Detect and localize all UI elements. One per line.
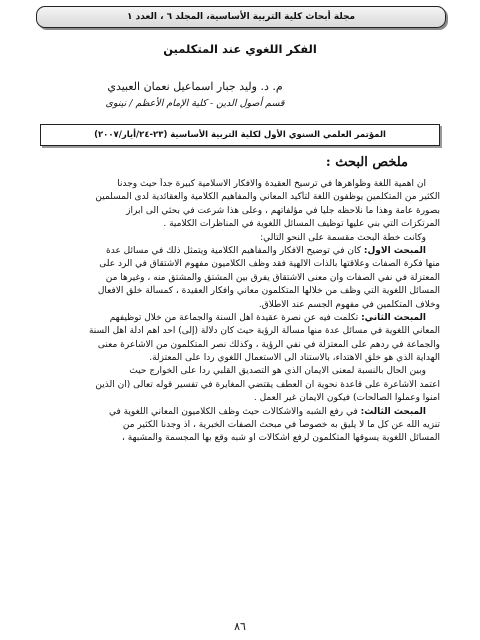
abstract-line [40,191,440,204]
abstract-line [40,406,440,419]
line-text: وكانت خطة البحث مقسمة على النحو التالي: [260,232,426,243]
abstract-heading: ملخص البحث : [325,155,408,170]
abstract-line [40,299,440,312]
paper-title: الفكر اللغوي عند المتكلمين [163,42,317,56]
journal-header: مجلة أبحاث كلية التربية الأساسية، المجلد ٦ ، العدد ١ [36,6,446,28]
page-number: ٨٦ [234,620,246,633]
abstract-line [40,339,440,352]
abstract-line [40,352,440,365]
section-lead: المبحث الثالث: [360,406,426,417]
line-text: الهداية الذي هو خلق الاهتداء، بالاستناد الى الاستعمال اللغوي ردا على المعتزلة. [149,353,440,364]
abstract-body [40,178,440,446]
abstract-line [40,245,440,258]
abstract-line [40,379,440,392]
line-text: تكلمت فيه عن نصرة عقيدة اهل السنة والجماعة من خلال توظيفهم [109,312,362,323]
line-text: ان اهمية اللغة وظواهرها في ترسيخ العقيدة والافكار الاسلامية كبيرة جداً حيث وجدنا [117,179,426,189]
line-text: اعتمد الاشاعرة على قاعدة نحوية ان العطف يقتضي المغايرة في تفسير قوله تعالى (ان الذين [95,379,440,390]
line-text: في رفع الشبه والاشكالات حيث وظف الكلاميون المعاني اللغوية في [108,406,361,417]
line-text: كان في توضيح الافكار والمفاهيم الكلامية ويتمثل ذلك في مسائل عدة [106,245,364,256]
line-text: المسائل اللغوية التي وظف من خلالها المتكلمون معاني وافكار العقيدة ، كمسألة خلق الافعال [97,286,440,297]
abstract-line [40,365,440,378]
line-text: الكثير من المتكلمين يوظفون اللغة لتأكيد المعاني والمفاهيم الكلامية والعقائدية لدى المسلمين [95,192,440,203]
abstract-line [40,272,440,285]
abstract-line [40,232,440,245]
line-text: المرتكزات التي بني عليها توظيف المسائل اللغوية في المناظرات الكلامية . [163,219,440,230]
line-text: تنزيه الله عن كل ما لا يليق به خصوصاً في مبحث الصفات الخبرية ، اذ وجدنا الكثير من [122,420,440,431]
abstract-line [40,258,440,271]
abstract-line [40,419,440,432]
line-text: المسائل اللغوية يسوقها المتكلمون لرفع اشكالات او شبه وقع بها المجسمة والمشبهة ، [121,433,440,444]
line-text: منها فكرة الصفات وعلاقتها بالذات الالهية فقد وظف الكلاميون مفهوم الاشتقاق في الرد على [99,259,440,270]
line-text: المعتزلة في نفي الصفات وان معنى الاشتقاق يفرق بين المشتق والمشتق منه ، وغيرها من [105,272,440,283]
abstract-line [40,312,440,325]
line-text: المعاني اللغوية في مسائل عدة منها مسألة الرؤية حيث كان دلالة (إلى) احد اهم ادلة اهل السنة [88,326,440,337]
abstract-line [40,205,440,218]
line-text: والجماعة في ردهم على المعتزلة في نفي الرؤية ، وكذلك نصر المتكلمون من الاشاعرة معنى [97,339,440,350]
abstract-line [40,178,440,191]
line-text: بصورة عامة وهذا ما نلاحظه جليا في مؤلفاتهم ، وعلى هذا شرعت في بحثي الى ابراز [126,205,440,216]
author-name: م. د. وليد جبار اسماعيل نعمان العبيدي [107,80,283,93]
line-text: امنوا وعملوا الصالحات) فيكون الايمان غير العمل . [253,393,440,404]
conference-banner: المؤتمر العلمي السنوي الأول لكلية التربية الأساسية (٢٣-٢٤/أيار/٢٠٠٧) [40,124,440,146]
line-text: وخلاف المتكلمين في مفهوم الجسم عند الاطلاق. [258,299,440,310]
abstract-line [40,325,440,338]
abstract-line [40,432,440,445]
section-lead: المبحث الثاني: [361,312,426,323]
abstract-line [40,285,440,298]
abstract-line [40,218,440,231]
section-lead: المبحث الاول: [363,245,426,256]
author-affiliation: قسم أصول الدين - كلية الإمام الأعظم / نينوى [105,98,285,109]
abstract-line [40,392,440,405]
line-text: وبين الحال بالنسبة لمعنى الايمان الذي هو التصديق القلبي ردا على الخوارج حيث [129,366,426,377]
